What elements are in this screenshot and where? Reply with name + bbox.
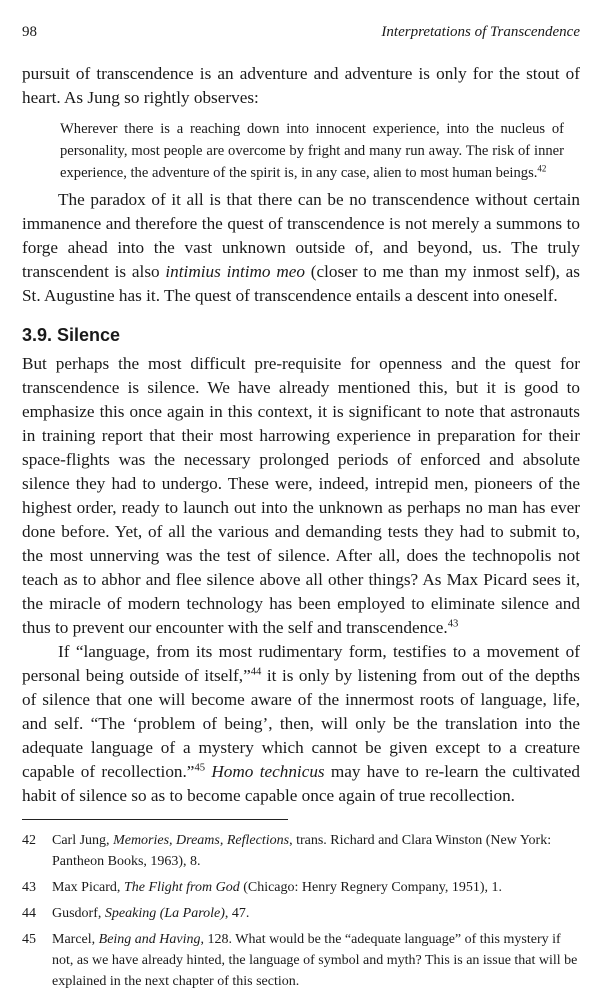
paragraph-3: But perhaps the most difficult pre-requisite for openness and the quest for transcendence is silence. We have already mentioned this, but it is good to emphasize this once again in this context, it is significant to note that astronauts in training report that their most harrowing experience in preparation for their space-flights was the necessary prolonged periods of enforced and absolute silence they had to undergo. These were, indeed, intrepid men, pioneers of the highest order, ready to launch out into the unknown as perhaps no man has ever done before. Yet, of all the various and demanding tests they had to submit to, the most unnerving was the test of silence. After all, does the technopolis not teach as to abhor and flee silence above all other things? As Max Picard sees it, the miracle of modern technology has been employed to eliminate silence and thus to prevent our encounter with the self and transcendence.$^{43}$ — [22, 354, 580, 637]
footnote-43: 43 Max Picard, The Flight from God (Chicago: Henry Regnery Company, 1951), 1. — [22, 877, 580, 898]
footnote-number: 42 — [22, 833, 36, 848]
footnote-ref-44[interactable]: 44 — [250, 666, 262, 678]
footnote-ref-45[interactable]: 45 — [194, 762, 206, 774]
block-quote — [60, 118, 564, 184]
footnotes — [22, 830, 580, 997]
running-title: Interpretations of Transcendence — [381, 24, 580, 40]
latin-phrase: intimius intimo meo — [165, 262, 305, 281]
book-title: Being and Having — [98, 932, 201, 947]
homo-technicus-phrase: Homo technicus — [211, 762, 325, 781]
footnote-44: 44 Gusdorf, Speaking (La Parole), 47. — [22, 903, 580, 924]
page-number: 98 — [22, 24, 37, 40]
section-heading: 3.9. Silence — [22, 325, 121, 345]
main-text — [22, 62, 580, 808]
book-title: Memories, Dreams, Reflections — [113, 833, 290, 848]
paragraph-1: pursuit of transcendence is an adventure and adventure is only for the stout of heart. As Jung so rightly observes: — [22, 64, 580, 107]
book-title: Speaking (La Parole) — [104, 906, 225, 921]
footnote-45: 45 Marcel, Being and Having, 128. What would be the “adequate language” of this mystery if not, as we have already hinted, the language of symbol and myth? This is an issue that will be explained in the next chapter of this section. — [22, 929, 580, 992]
footnote-divider — [22, 819, 288, 820]
page-header — [22, 22, 580, 42]
book-title: The Flight from God — [123, 880, 240, 895]
footnote-42: 42 Carl Jung, Memories, Dreams, Reflections, trans. Richard and Clara Winston (New York: Pantheon Books, 1963), 8. — [22, 830, 580, 872]
footnote-number: 45 — [22, 932, 36, 947]
footnote-number: 44 — [22, 906, 36, 921]
footnote-ref-42[interactable]: 42 — [537, 163, 547, 174]
paragraph-2: The paradox of it all is that there can be no transcendence without certain immanence and therefore the quest of transcendence is not merely a summons to forge ahead into the vast unknown outside of, and beyond, us. The truly transcendent is also intimius intimo meo (closer to me than my inmost self), as St. Augustine has it. The quest of transcendence entails a descent into oneself. — [22, 190, 580, 305]
paragraph-4: If “language, from its most rudimentary form, testifies to a movement of personal being outside of itself,”$^{44}$ it is only by listening from out of the depths of silence that one will become aware of the innermost roots of language, life, and self. “The ‘problem of being’, then, will only be the translation into the adequate language of a mystery which cannot be given except to a creature capable of recollection.”$^{45}$ Homo technicus may have to re-learn the cultivated habit of silence so as to become capable once again of true recollection. — [22, 642, 580, 805]
footnote-number: 43 — [22, 880, 36, 895]
quote-text: Wherever there is a reaching down into innocent experience, into the nucleus of personality, most people are overcome by fright and many run away. The risk of inner experience, the adventure of the spirit is, in any case, alien to most human beings. — [60, 121, 564, 181]
footnote-ref-43[interactable]: 43 — [447, 618, 459, 630]
